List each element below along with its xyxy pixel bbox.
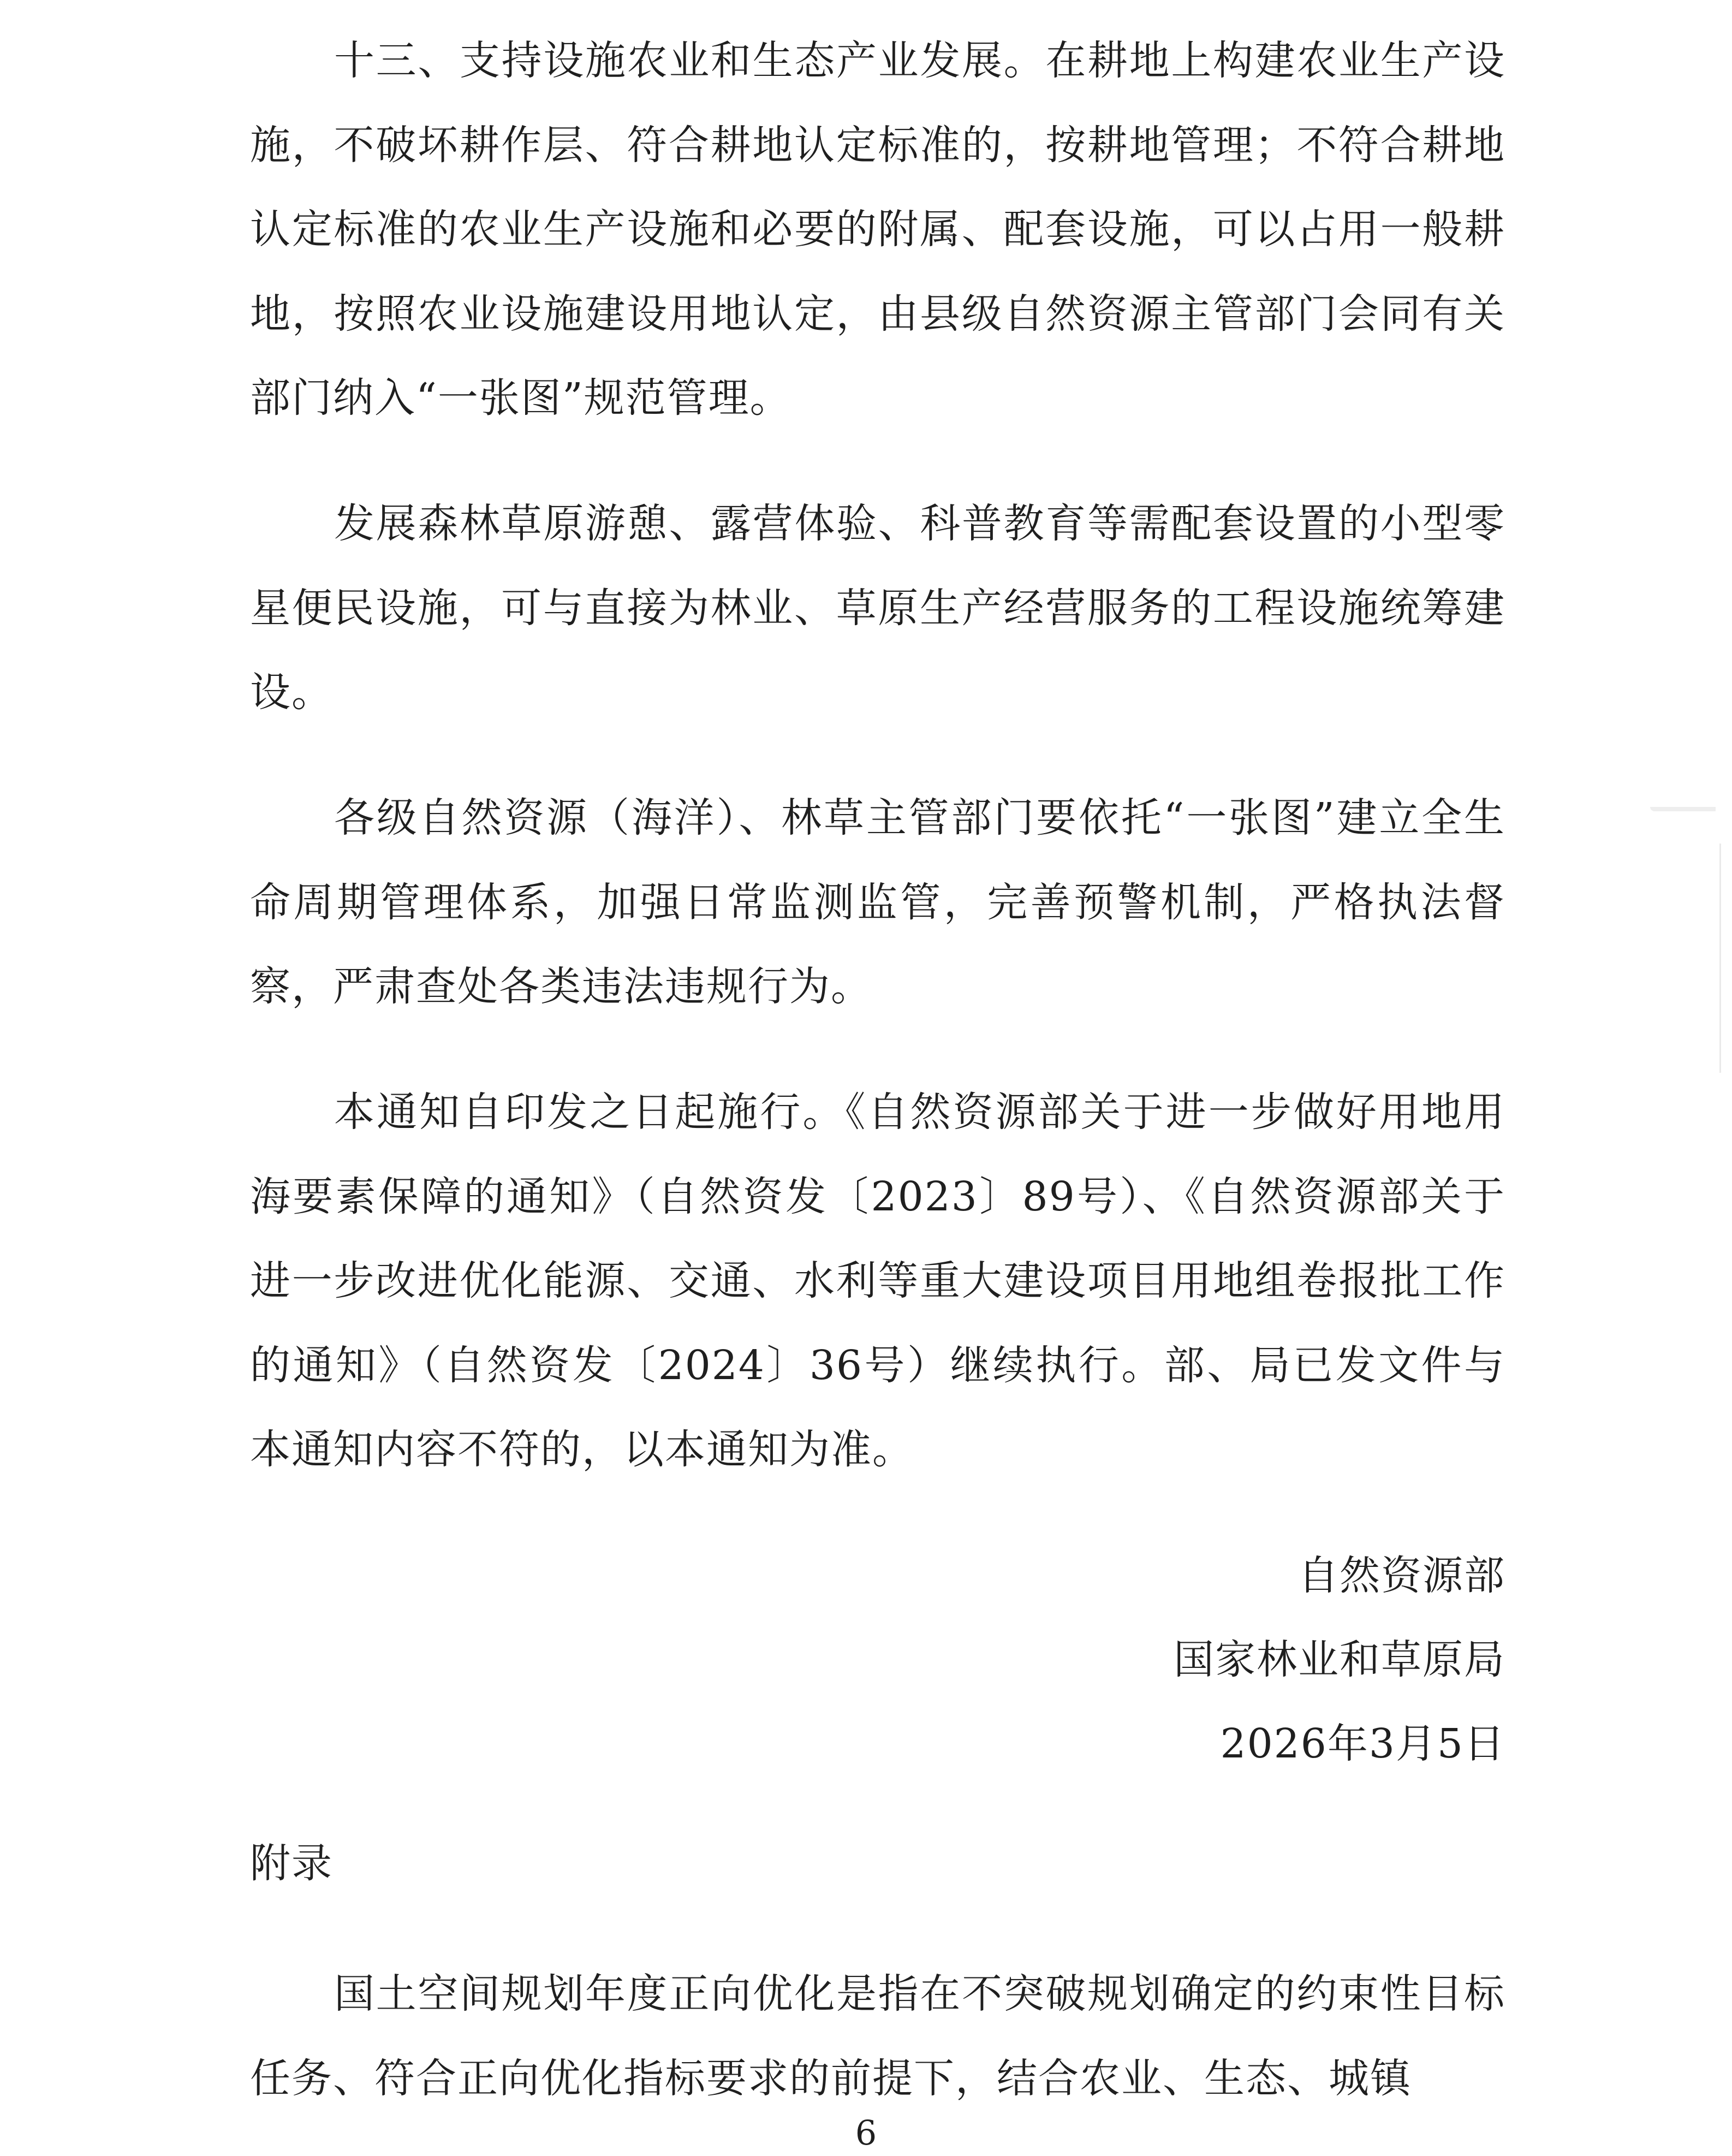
paragraph-effective-date: 本通知自印发之日起施行。《自然资源部关于进一步做好用地用海要素保障的通知》（自然资发〔2023〕89号）、《自然资源部关于进一步改进优化能源、交通、水利等重大建设项目用地组卷报批工作的通知》（自然资发〔2024〕36号）继续执行。部、局已发文件与本通知内容不符的，以本通知为准。 [250,1089,1505,1473]
page-number: 6 [855,2113,877,2153]
paragraph-forest-grassland-facilities: 发展森林草原游憩、露营体验、科普教育等需配套设置的小型零星便民设施，可与直接为林业、草原生产经营服务的工程设施统筹建设。 [250,500,1505,716]
signature-date: 2026年3月5日 [1220,1720,1505,1767]
signature-issuer-forestry-bureau: 国家林业和草原局 [1174,1636,1505,1683]
signature-issuer-ministry: 自然资源部 [1298,1552,1505,1599]
paragraph-thirteen-facility-agriculture: 十三、支持设施农业和生态产业发展。在耕地上构建农业生产设施，不破坏耕作层、符合耕地认定标准的，按耕地管理；不符合耕地认定标准的农业生产设施和必要的附属、配套设施，可以占用一般耕地，按照农业设施建设用地认定，由县级自然资源主管部门会同有关部门纳入“一张图”规范管理。 [250,37,1505,421]
appendix-paragraph: 国土空间规划年度正向优化是指在不突破规划确定的约束性目标任务、符合正向优化指标要求的前提下，结合农业、生态、城镇 [250,1970,1505,2102]
paragraph-supervision-system: 各级自然资源（海洋）、林草主管部门要依托“一张图”建立全生命周期管理体系，加强日常监测监管，完善预警机制，严格执法督察，严肃查处各类违法违规行为。 [250,794,1505,1010]
scrollbar-edge-shadow [1650,807,1716,811]
scrollbar-track[interactable] [1719,844,1721,1073]
appendix-title: 附录 [250,1840,333,1887]
